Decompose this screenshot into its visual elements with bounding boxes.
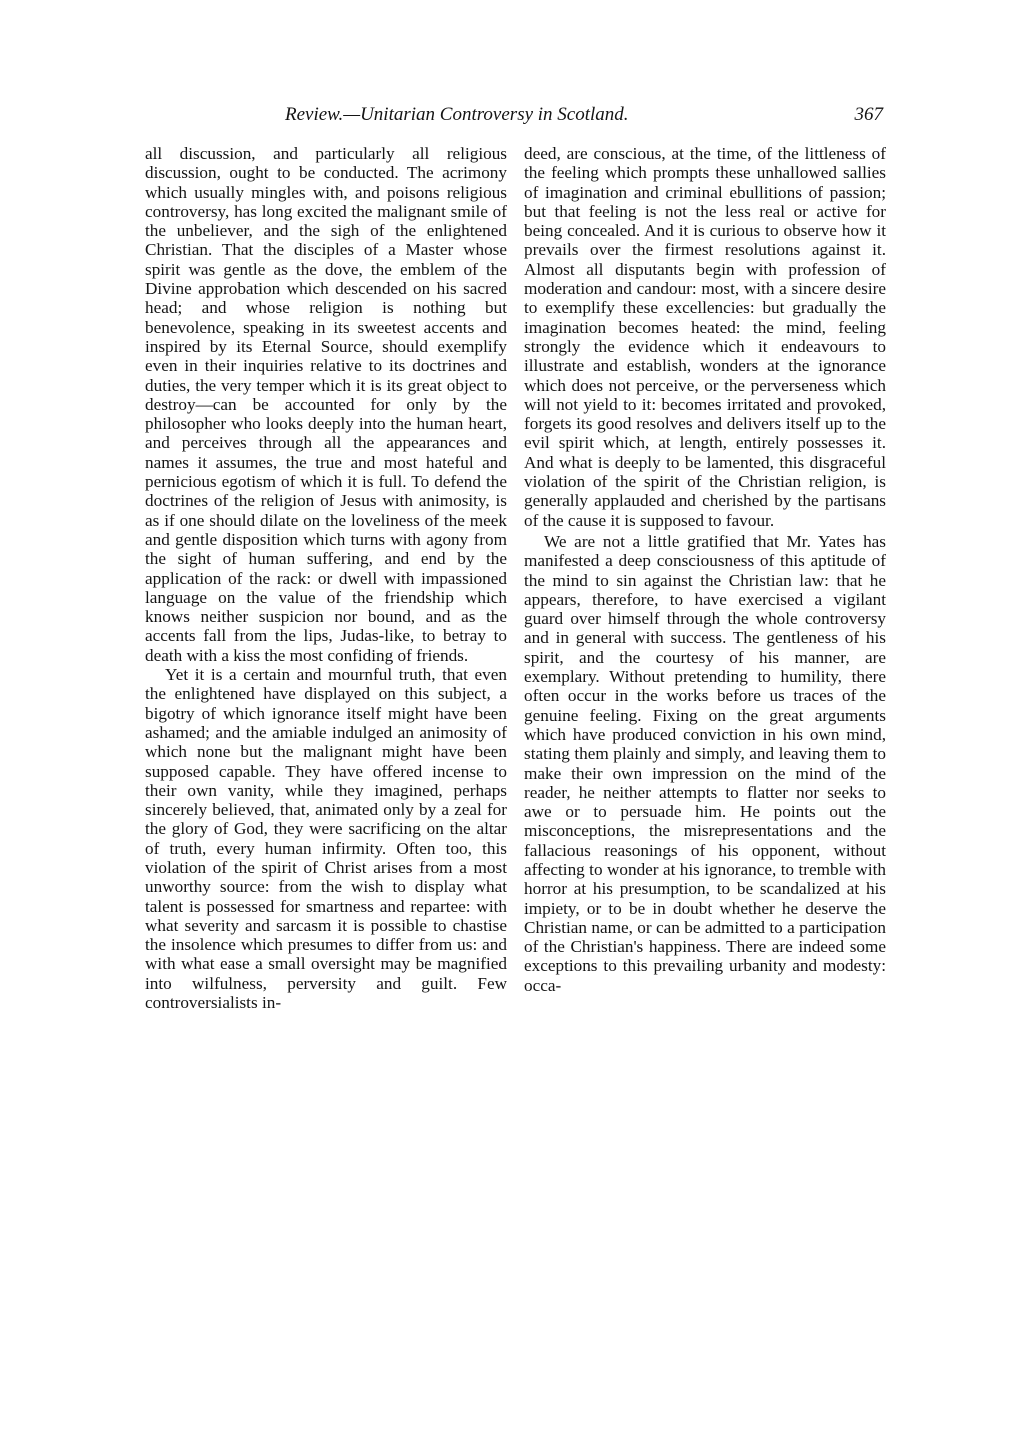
left-column [145, 144, 507, 1012]
page-number: 367 [854, 104, 883, 125]
paragraph: all discussion, and particularly all religious discussion, ought to be conducted. The acrimony which usually mingles with, and poisons religious controversy, has long excited the malignant smile of the unbeliever, and the sigh of the enlightened Christian. That the disciples of a Master whose spirit was gentle as the dove, the emblem of the Divine approbation which descended on his sacred head; and whose religion is nothing but benevolence, speaking in its sweetest accents and inspired by its Eternal Source, should exemplify even in their inquiries relative to its doctrines and duties, the very temper which it is its great object to destroy—can be accounted for only by the philosopher who looks deeply into the human heart, and perceives through all the appearances and names it assumes, the true and most hateful and pernicious egotism of which it is full. To defend the doctrines of the religion of Jesus with animosity, is as if one should dilate on the loveliness of the meek and gentle disposition which turns with agony from the sight of human suffering, and end by the application of the rack: or dwell with impassioned language on the value of the friendship which knows neither suspicion nor bound, and as the accents fall from the lips, Judas-like, to betray to death with a kiss the most confiding of friends. [145, 144, 507, 665]
running-title: Review.—Unitarian Controversy in Scotland. [285, 104, 629, 125]
paragraph: We are not a little gratified that Mr. Yates has manifested a deep consciousness of this aptitude of the mind to sin against the Christian law: that he appears, therefore, to have exercised a vigilant guard over himself through the whole controversy and in general with success. The gentleness of his spirit, and the courtesy of his manner, are exemplary. Without pretending to humility, there often occur in the works before us traces of the genuine feeling. Fixing on the great arguments which have produced conviction in his own mind, stating them plainly and simply, and leaving them to make their own impression on the mind of the reader, he neither attempts to flatter nor seeks to awe or to persuade him. He points out the misconceptions, the misrepresentations and the fallacious reasonings of his opponent, without affecting to wonder at his ignorance, to tremble with horror at his presumption, to be scandalized at his impiety, or to be in doubt whether he deserve the Christian name, or can be admitted to a participation of the Christian's happiness. There are indeed some exceptions to this prevailing urbanity and modesty: occa- [524, 531, 886, 995]
running-header [145, 102, 883, 132]
right-column [524, 144, 886, 995]
paragraph: Yet it is a certain and mournful truth, that even the enlightened have displayed on this subject, a bigotry of which ignorance itself might have been ashamed; and the amiable indulged an animosity of which none but the malignant might have been supposed capable. They have offered incense to their own vanity, while they imagined, perhaps sincerely believed, that, animated only by a zeal for the glory of God, they were sacrificing on the altar of truth, every human infirmity. Often too, this violation of the spirit of Christ arises from a most unworthy source: from the wish to display what talent is possessed for smartness and repartee: with what severity and sarcasm it is possible to chastise the insolence which presumes to differ from us: and with what ease a small oversight may be magnified into wilfulness, perversity and guilt. Few controversialists in- [145, 665, 507, 1013]
paragraph: deed, are conscious, at the time, of the littleness of the feeling which prompts these unhallowed sallies of imagination and criminal ebullitions of passion; but that feeling is not the less real or active for being concealed. And it is curious to observe how it prevails over the firmest resolutions against it. Almost all disputants begin with profession of moderation and candour: most, with a sincere desire to exemplify these excellencies: but gradually the imagination becomes heated: the mind, feeling strongly the evidence which it endeavours to illustrate and establish, wonders at the ignorance which does not perceive, or the perverseness which will not yield to it: becomes irritated and provoked, forgets its good resolves and delivers itself up to the evil spirit which, at length, entirely possesses it. And what is deeply to be lamented, this disgraceful violation of the spirit of the Christian religion, is generally applauded and cherished by the partisans of the cause it is supposed to favour. [524, 144, 886, 530]
